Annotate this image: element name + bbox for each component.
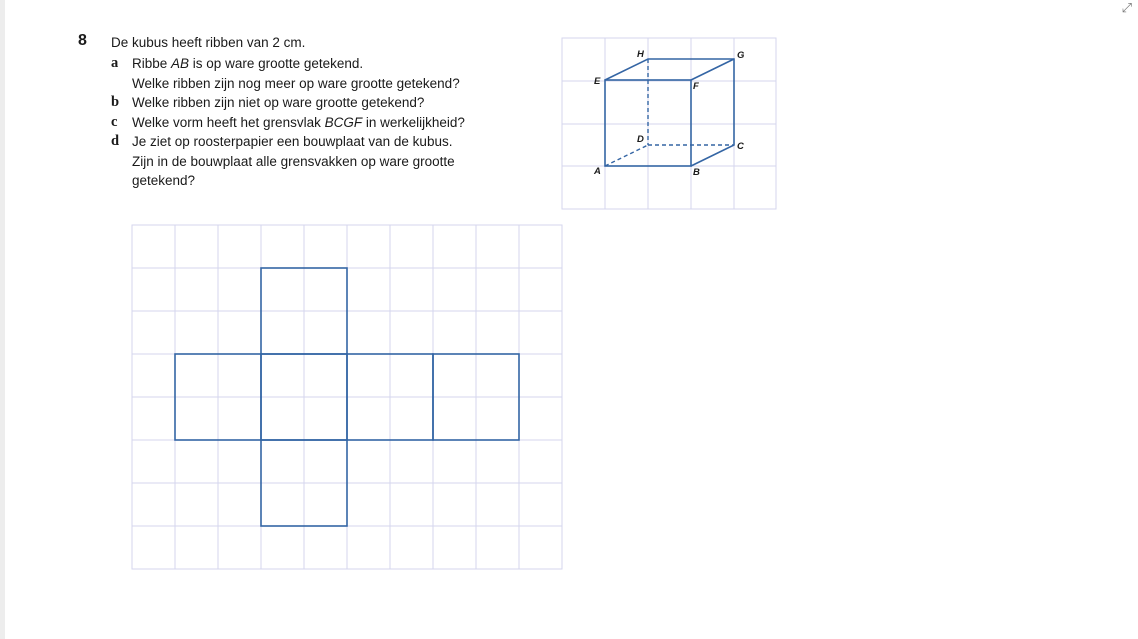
expand-icon[interactable]: ⤢ (1121, 0, 1132, 15)
part-letter: b (111, 94, 120, 110)
vertex-label-c: C (737, 141, 744, 152)
vertex-label-d: D (637, 134, 644, 145)
cube-drawing (593, 49, 745, 178)
part-b-line-1: Welke ribben zijn niet op ware grootte getekend? (132, 95, 425, 110)
question-number: 8 (78, 32, 87, 49)
part-d-line-1: Je ziet op roosterpapier een bouwplaat van de kubus. (132, 134, 453, 149)
cube-edge-fg (691, 59, 734, 80)
vertex-label-e: E (594, 76, 601, 87)
part-d-line-3: getekend? (132, 173, 196, 189)
part-a-line-1: Ribbe AB is op ware grootte getekend. (132, 56, 364, 71)
part-letter: d (111, 133, 120, 149)
vertex-label-g: G (737, 50, 745, 61)
part-letter: a (111, 55, 119, 71)
part-c-line-1: Welke vorm heeft het grensvlak BCGF in werkelijkheid? (132, 115, 465, 130)
vertex-label-h: H (637, 49, 644, 60)
question-intro: De kubus heeft ribben van 2 cm. (111, 35, 306, 50)
cube-hidden-edge-ad (605, 145, 648, 166)
part-d-line-2: Zijn in de bouwplaat alle grensvakken op ware grootte (132, 153, 455, 169)
part-a-line-2: Welke ribben zijn nog meer op ware grootte getekend? (132, 75, 460, 91)
part-letter: c (111, 114, 118, 130)
vertex-label-b: B (693, 167, 700, 178)
cube-grid (562, 38, 776, 209)
vertex-label-f: F (693, 81, 699, 92)
vertex-label-a: A (594, 166, 601, 177)
cube-visible-back-edges (605, 59, 734, 166)
